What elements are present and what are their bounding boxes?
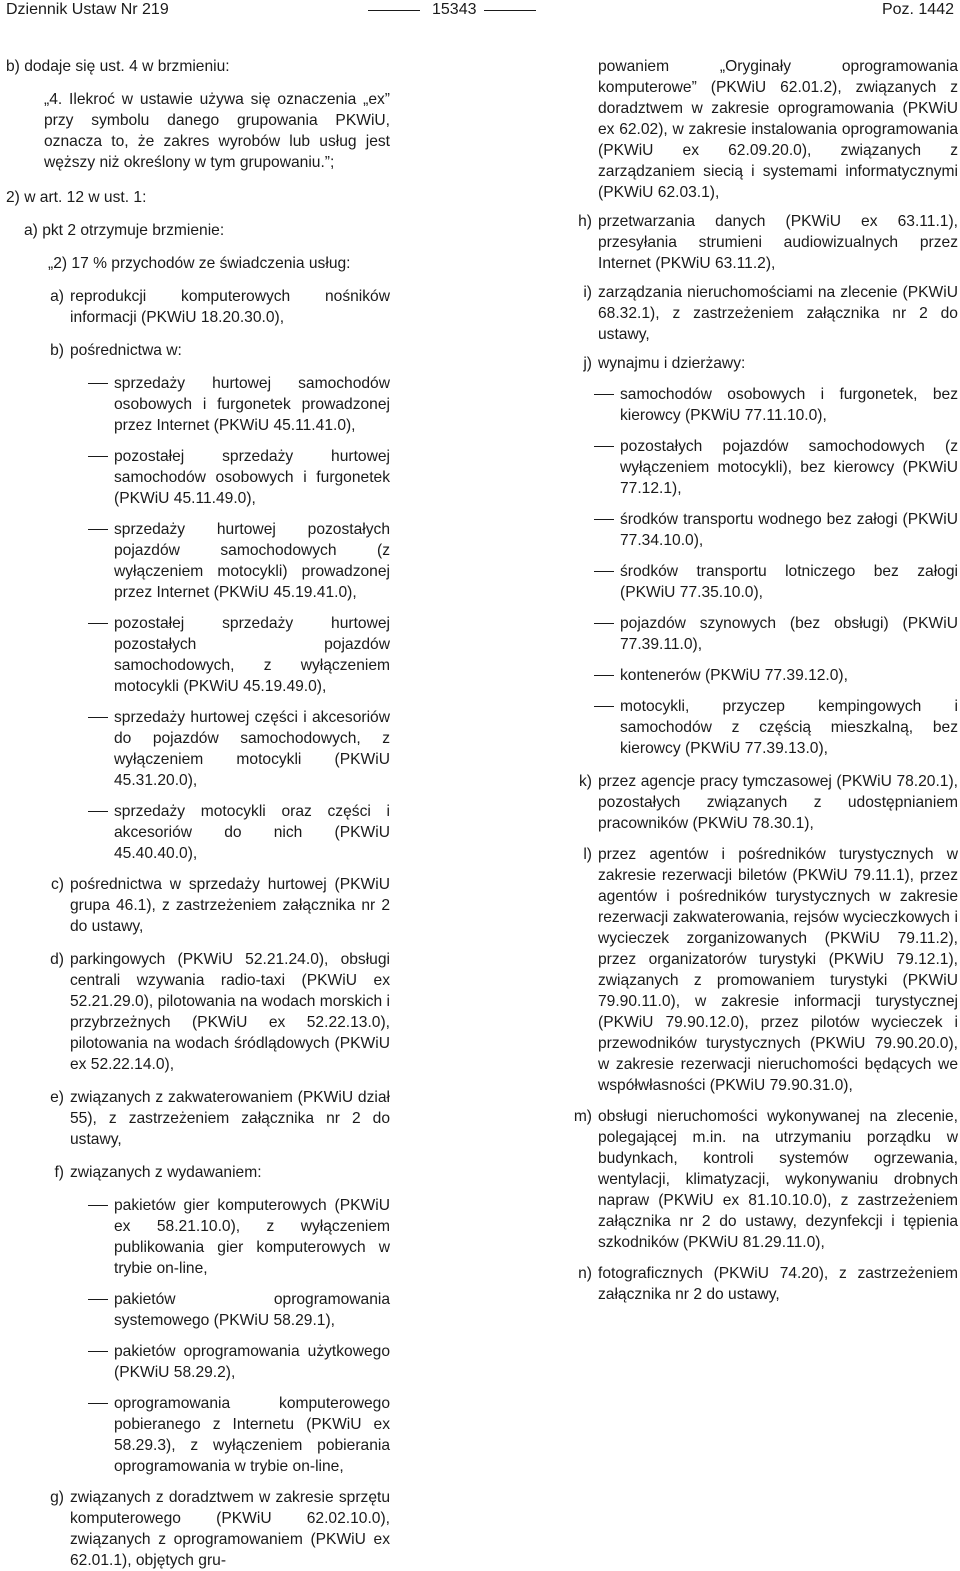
lettered-item: [6, 286, 390, 328]
dash-mark: [594, 623, 614, 624]
left-column: [6, 56, 390, 1571]
item-label: a): [50, 288, 64, 305]
dash-item: [568, 696, 958, 759]
lettered-item: [568, 771, 958, 834]
item-label: m): [573, 1108, 592, 1125]
dash-item: [6, 1393, 390, 1477]
dash-mark: [88, 383, 108, 384]
dash-item: [6, 1289, 390, 1331]
item-text: przez agencje pracy tymczasowej (PKWiU 78.20.1), pozostałych związanych z udostępnianiem pracowników (PKWiU 78.30.1),: [598, 773, 958, 832]
lettered-item: [6, 1487, 390, 1571]
item-label: c): [51, 876, 64, 893]
item-text: 2) w art. 12 w ust. 1:: [6, 189, 147, 206]
dash-mark: [88, 623, 108, 624]
dash-item: [6, 707, 390, 791]
dash-mark: [88, 717, 108, 718]
lettered-item: [568, 282, 958, 345]
lettered-item: [568, 1263, 958, 1305]
item-text: motocykli, przyczep kempingowych i samochodów z częścią mieszkalną, bez kierowcy (PKWiU 77.39.13.0),: [620, 698, 958, 757]
item-label: n): [578, 1265, 592, 1282]
item-text: „4. Ilekroć w ustawie używa się oznaczenia „ex” przy symbolu danego grupowania PKWiU, oznacza to, że zakres wyrobów lub usług jest węższy niż określony w tym grupowaniu.”;: [44, 91, 390, 171]
dash-item: [568, 613, 958, 655]
item-text: powaniem „Oryginały oprogramowania komputerowe” (PKWiU 62.01.2), związanych z doradztwem w zakresie oprogramowania (PKWiU ex 62.02), w zakresie instalowania oprogramowania (PKWiU ex 62.09.20.0), związanych z zarządzaniem siecią i systemami informatycznymi (PKWiU 62.03.1),: [598, 58, 958, 201]
dash-mark: [594, 446, 614, 447]
item-text: przetwarzania danych (PKWiU ex 63.11.1), przesyłania strumieni audiowizualnych przez Internet (PKWiU 63.11.2),: [598, 213, 958, 272]
dash-mark: [594, 394, 614, 395]
item-text: wynajmu i dzierżawy:: [598, 355, 746, 372]
item-text: sprzedaży hurtowej samochodów osobowych i furgonetek prowadzonej przez Internet (PKWiU 45.11.41.0),: [114, 375, 390, 434]
dash-item: [568, 509, 958, 551]
item-label: k): [579, 773, 592, 790]
dash-item: [6, 373, 390, 436]
item-text: pakietów gier komputerowych (PKWiU ex 58.21.10.0), z wyłączeniem publikowania gier komputerowych w trybie on-line,: [114, 1197, 390, 1277]
dash-item: [6, 446, 390, 509]
item-text: oprogramowania komputerowego pobieranego z Internetu (PKWiU ex 58.29.3), z wyłączeniem pobierania oprogramowania w trybie on-line,: [114, 1395, 390, 1475]
dash-item: [6, 1195, 390, 1279]
item-label: l): [583, 846, 592, 863]
item-label: f): [54, 1164, 64, 1181]
item-text: związanych z zakwaterowaniem (PKWiU dział 55), z zastrzeżeniem załącznika nr 2 do ustawy,: [70, 1089, 390, 1148]
lettered-item: [6, 874, 390, 937]
dash-mark: [88, 1351, 108, 1352]
dash-item: [568, 665, 958, 686]
item-text: pakietów oprogramowania systemowego (PKWiU 58.29.1),: [114, 1291, 390, 1329]
paragraph: [568, 56, 958, 203]
dash-item: [568, 561, 958, 603]
item-label: g): [50, 1489, 64, 1506]
item-text: środków transportu lotniczego bez załogi (PKWiU 77.35.10.0),: [620, 563, 958, 601]
item-label: e): [50, 1089, 64, 1106]
item-label: b): [50, 342, 64, 359]
header-rule-right: [484, 10, 536, 11]
dash-mark: [594, 706, 614, 707]
dash-item: [568, 436, 958, 499]
dash-item: [6, 519, 390, 603]
item-text: kontenerów (PKWiU 77.39.12.0),: [620, 667, 848, 684]
position-number: Poz. 1442: [881, 1, 954, 18]
right-column: [568, 56, 958, 1305]
journal-title: Dziennik Ustaw Nr 219: [6, 1, 169, 18]
item-text: pozostałej sprzedaży hurtowej pozostałych pojazdów samochodowych, z wyłączeniem motocykli (PKWiU 45.19.49.0),: [114, 615, 390, 695]
dash-item: [6, 613, 390, 697]
item-label: d): [50, 951, 64, 968]
item-text: związanych z wydawaniem:: [70, 1164, 262, 1181]
lettered-item: [6, 949, 390, 1075]
dash-item: [6, 1341, 390, 1383]
item-text: pośrednictwa w:: [70, 342, 182, 359]
dash-mark: [594, 519, 614, 520]
lettered-item: [6, 1162, 390, 1183]
item-text: a) pkt 2 otrzymuje brzmienie:: [24, 222, 225, 239]
item-text: sprzedaży hurtowej pozostałych pojazdów samochodowych (z wyłączeniem motocykli) prowadzonej przez Internet (PKWiU 45.19.41.0),: [114, 521, 390, 601]
item-text: pośrednictwa w sprzedaży hurtowej (PKWiU grupa 46.1), z zastrzeżeniem załącznika nr 2 do ustawy,: [70, 876, 390, 935]
dash-mark: [594, 675, 614, 676]
item-text: samochodów osobowych i furgonetek, bez kierowcy (PKWiU 77.11.10.0),: [620, 386, 958, 424]
item-text: b) dodaje się ust. 4 w brzmieniu:: [6, 58, 230, 75]
item-text: sprzedaży hurtowej części i akcesoriów do pojazdów samochodowych, z wyłączeniem motocykli (PKWiU 45.31.20.0),: [114, 709, 390, 789]
item-label: i): [583, 284, 592, 301]
paragraph: [6, 187, 390, 208]
dash-mark: [88, 1205, 108, 1206]
item-text: sprzedaży motocykli oraz części i akcesoriów do nich (PKWiU 45.40.40.0),: [114, 803, 390, 862]
item-text: zarządzania nieruchomościami na zlecenie (PKWiU 68.32.1), z zastrzeżeniem załącznika nr 2 do ustawy,: [598, 284, 958, 343]
item-text: pojazdów szynowych (bez obsługi) (PKWiU 77.39.11.0),: [620, 615, 958, 653]
lettered-item: [6, 1087, 390, 1150]
item-text: pozostałej sprzedaży hurtowej samochodów osobowych i furgonetek (PKWiU 45.11.49.0),: [114, 448, 390, 507]
item-text: obsługi nieruchomości wykonywanej na zlecenie, polegającej m.in. na utrzymaniu porządku w budynkach, kontroli systemów ogrzewania, wentylacji, klimatyzacji, wykonywaniu drobnych napraw (PKWiU ex 81.10.10.0), z zastrzeżeniem załącznika nr 2 do ustawy, dezynfekcji i tępienia szkodników (PKWiU 81.29.11.0),: [598, 1108, 958, 1251]
item-text: fotograficznych (PKWiU 74.20), z zastrzeżeniem załącznika nr 2 do ustawy,: [598, 1265, 958, 1303]
paragraph: [6, 253, 390, 274]
dash-mark: [88, 811, 108, 812]
item-text: przez agentów i pośredników turystycznych w zakresie rezerwacji biletów (PKWiU 79.11.1), przez agentów i pośredników turystycznych w zakresie rezerwacji zakwaterowania, rejsów wycieczkowych i wycieczek zorganizowanych (PKWiU 79.11.2), przez organizatorów turystyki (PKWiU 79.12.1), związanych z promowaniem turystyki (PKWiU 79.90.11.0), w zakresie informacji turystycznej (PKWiU 79.90.12.0), przez pilotów wycieczek i przewodników turystycznych (PKWiU 79.90.20.0), w zakresie rezerwacji nieruchomości będących we współwłasności (PKWiU 79.90.31.0),: [598, 846, 958, 1094]
header-rule-left: [368, 10, 420, 11]
item-text: „2) 17 % przychodów ze świadczenia usług:: [48, 255, 351, 272]
page-number: 15343: [432, 1, 477, 18]
lettered-item: [568, 844, 958, 1096]
item-text: reprodukcji komputerowych nośników informacji (PKWiU 18.20.30.0),: [70, 288, 390, 326]
item-text: pakietów oprogramowania użytkowego (PKWiU 58.29.2),: [114, 1343, 390, 1381]
dash-mark: [88, 1299, 108, 1300]
page-header: [0, 0, 960, 22]
dash-mark: [88, 456, 108, 457]
item-text: środków transportu wodnego bez załogi (PKWiU 77.34.10.0),: [620, 511, 958, 549]
paragraph: [6, 56, 390, 77]
dash-mark: [88, 529, 108, 530]
item-label: j): [583, 355, 592, 372]
dash-mark: [594, 571, 614, 572]
dash-mark: [88, 1403, 108, 1404]
lettered-item: [568, 211, 958, 274]
dash-item: [6, 801, 390, 864]
item-text: pozostałych pojazdów samochodowych (z wyłączeniem motocykli), bez kierowcy (PKWiU 77.12.1),: [620, 438, 958, 497]
dash-item: [568, 384, 958, 426]
item-text: związanych z doradztwem w zakresie sprzętu komputerowego (PKWiU 62.02.10.0), związanych z oprogramowaniem (PKWiU ex 62.01.1), objętych gru-: [70, 1489, 390, 1569]
item-label: h): [578, 213, 592, 230]
item-text: parkingowych (PKWiU 52.21.24.0), obsługi centrali wzywania radio-taxi (PKWiU ex 52.21.29.0), pilotowania na wodach morskich i przybrzeżnych (PKWiU ex 52.22.13.0), pilotowania na wodach śródlądowych (PKWiU ex 52.22.14.0),: [70, 951, 390, 1073]
paragraph: [6, 220, 390, 241]
lettered-item: [6, 340, 390, 361]
paragraph: [6, 89, 390, 173]
lettered-item: [568, 353, 958, 374]
lettered-item: [568, 1106, 958, 1253]
